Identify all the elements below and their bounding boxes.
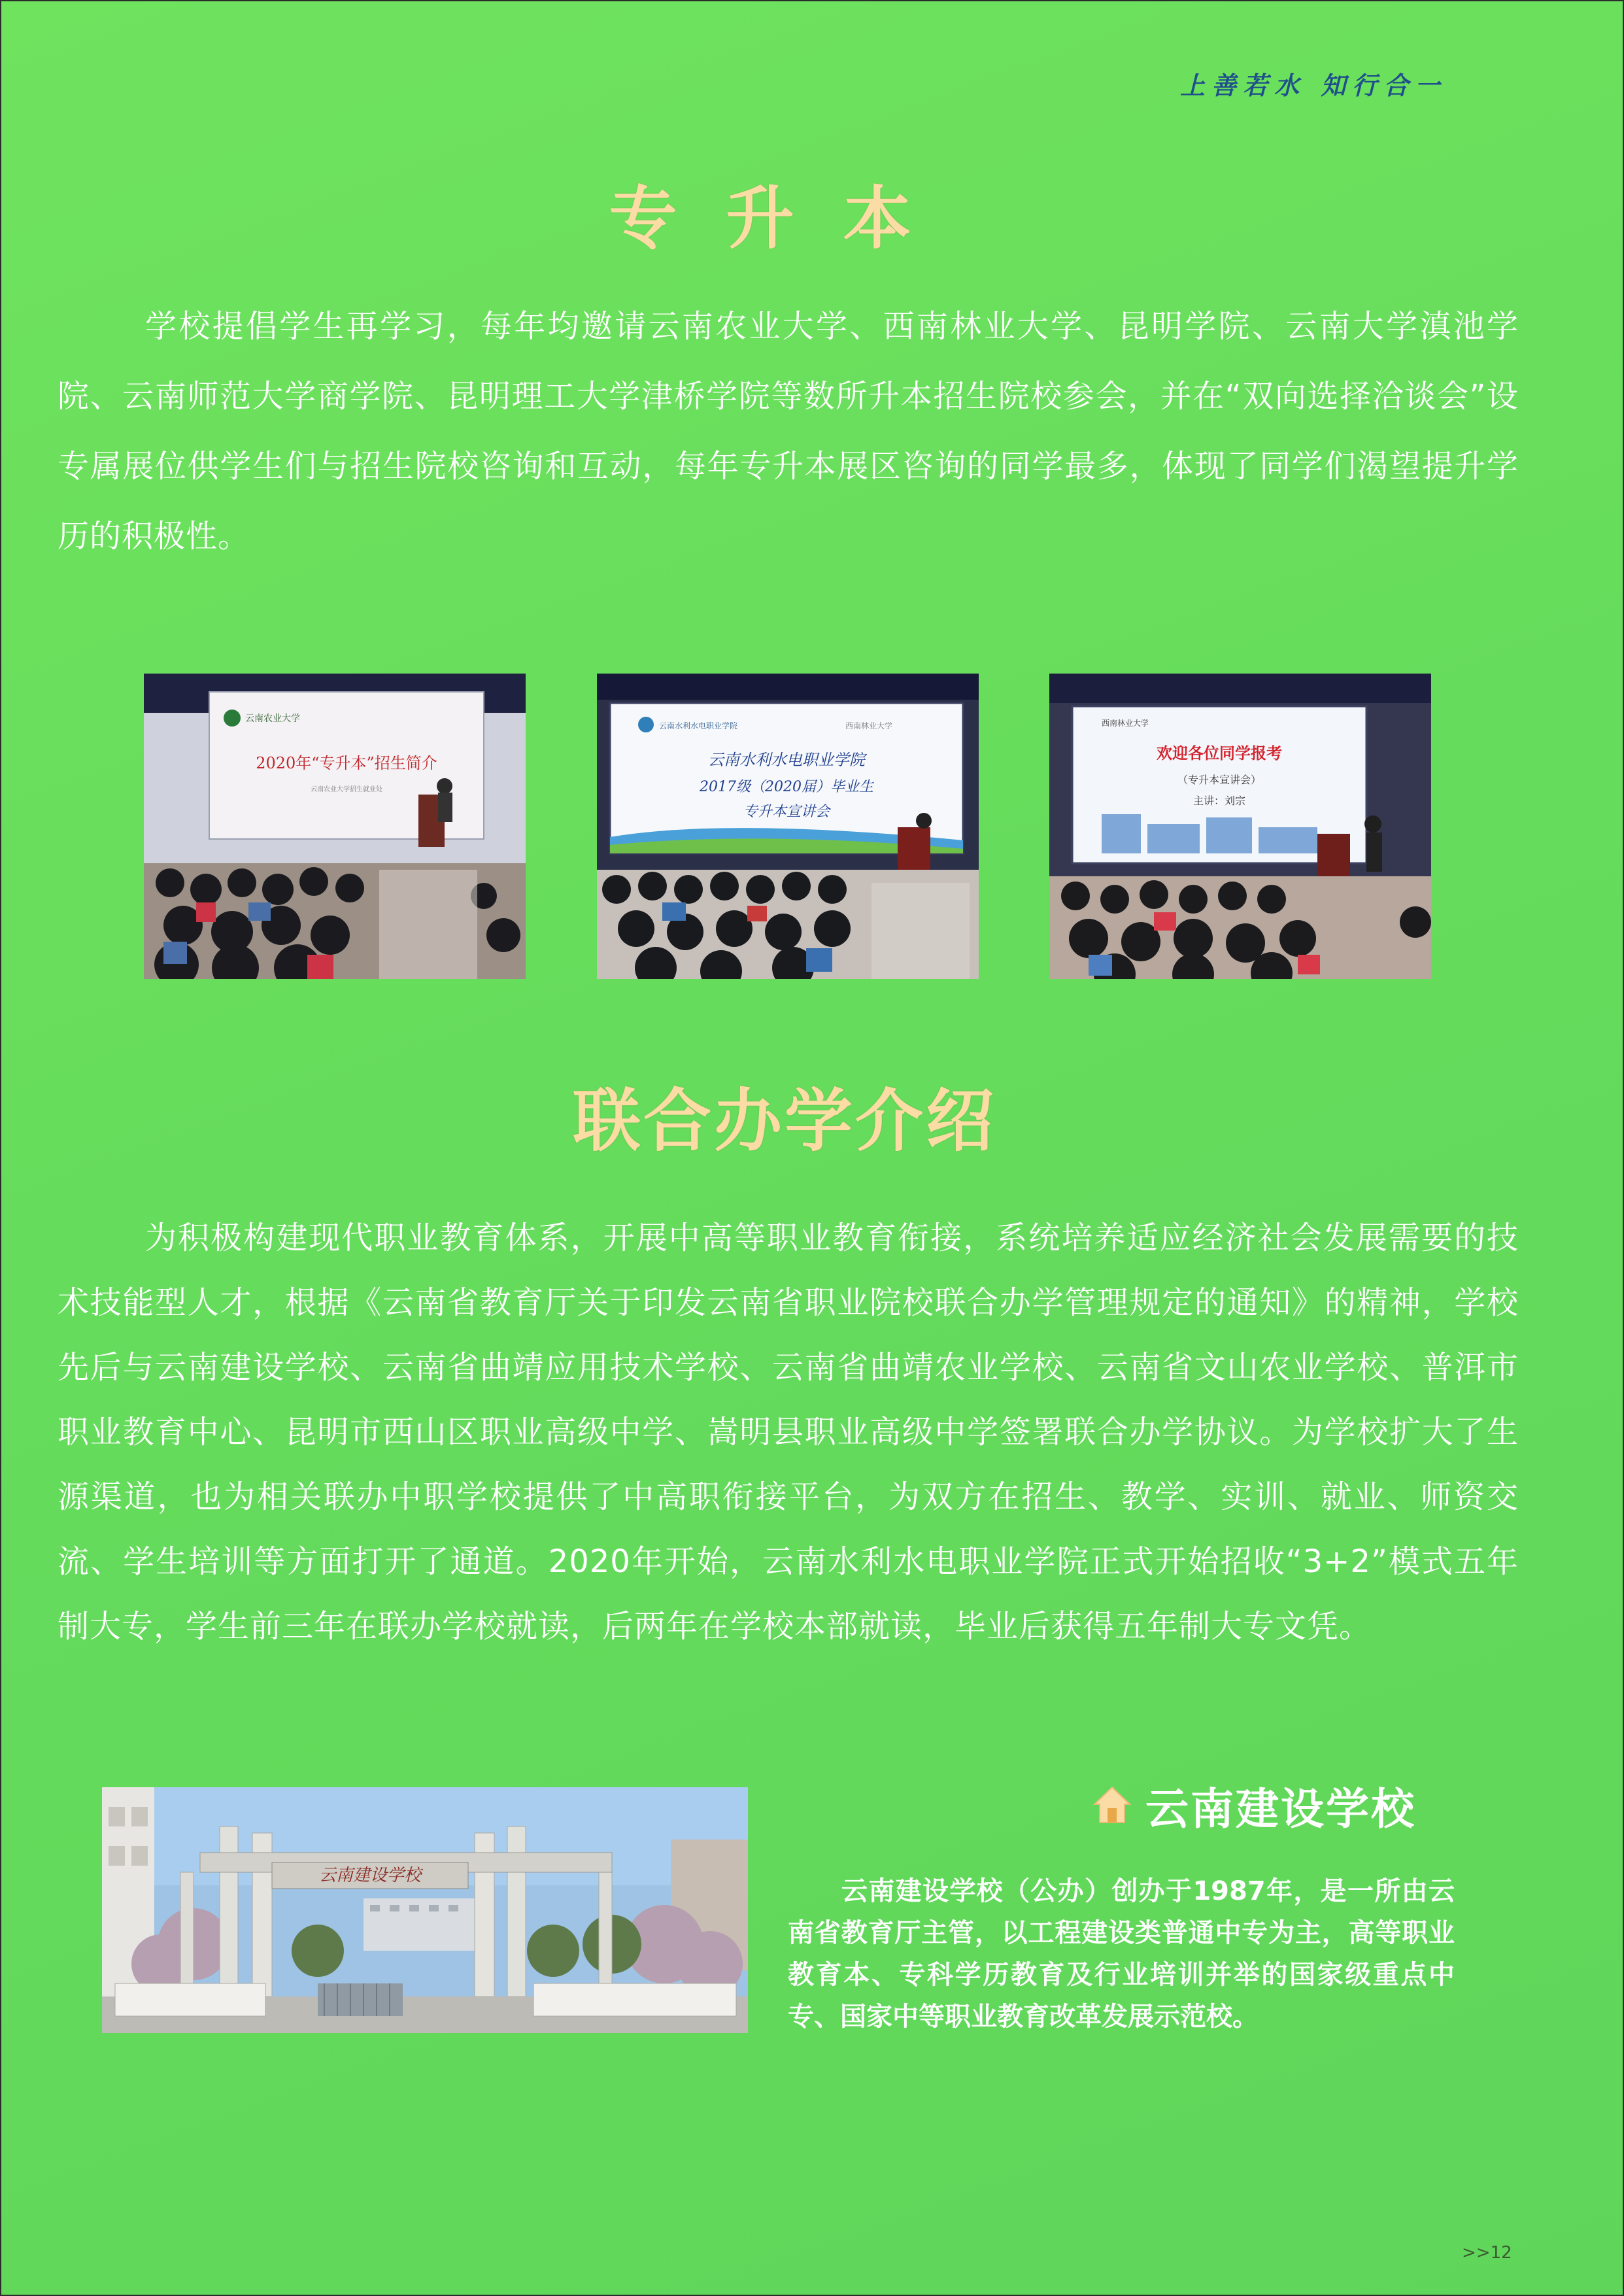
photo2-subtext: 西南林业大学 <box>845 721 893 730</box>
lecture-photo-3 <box>1049 674 1431 979</box>
photo2-screen-line-2: 2017级（2020届）毕业生 <box>700 779 873 795</box>
school-name: 云南建设学校 <box>1145 1783 1416 1834</box>
photo2-screen-line-1: 云南水利水电职业学院 <box>708 751 865 769</box>
photo3-logo-text: 西南林业大学 <box>1102 719 1149 728</box>
photo2-screen-line-3: 专升本宣讲会 <box>743 804 830 820</box>
school-heading <box>1092 1775 1416 1834</box>
photo1-logo-text: 云南农业大学 <box>245 713 300 724</box>
photo1-screen-line-1: 2020年“专升本”招生简介 <box>256 754 437 772</box>
photo1-screen-subtext: 云南农业大学招生就业处 <box>311 786 382 793</box>
motto: 上善若水 知行合一 <box>1180 71 1447 100</box>
page-number: >>12 <box>1462 2243 1512 2263</box>
joint-education-paragraph: 为积极构建现代职业教育体系，开展中高等职业教育衔接，系统培养适应经济社会发展需要的技术技能型人才，根据《云南省教育厅关于印发云南省职业院校联合办学管理规定的通知》的精神，学校先后与云南建设学校、云南省曲靖应用技术学校、云南省曲靖农业学校、云南省文山农业学校、普洱市职业教育中心、昆明市西山区职业高级中学、嵩明县职业高级中学签署联合办学协议。为学校扩大了生源渠道，也为相关联办中职学校提供了中高职衔接平台，为双方在招生、教学、实训、就业、师资交流、学生培训等方面打开了通道。2020年开始，云南水利水电职业学院正式开始招收“3+2”模式五年制大专，学生前三年在联办学校就读，后两年在学校本部就读，毕业后获得五年制大专文凭。 <box>58 1220 1519 1645</box>
lecture-photo-1 <box>144 674 526 979</box>
photo3-screen-line-2: （专升本宣讲会） <box>1177 774 1262 786</box>
photo3-screen-line-1: 欢迎各位同学报考 <box>1157 744 1282 762</box>
section-title-joint-education: 联合办学介绍 <box>572 1081 996 1161</box>
lecture-photo-2 <box>597 674 979 979</box>
house-icon <box>1092 1785 1132 1825</box>
gate-sign-text: 云南建设学校 <box>318 1866 422 1885</box>
school-description: 云南建设学校（公办）创办于1987年，是一所由云南省教育厅主管，以工程建设类普通中专为主，高等职业教育本、专科学历教育及行业培训并举的国家级重点中专、国家中等职业教育改革发展示范校。 <box>788 1876 1455 2032</box>
photo3-screen-line-3: 主讲：刘宗 <box>1193 795 1246 807</box>
upgrade-paragraph: 学校提倡学生再学习，每年均邀请云南农业大学、西南林业大学、昆明学院、云南大学滇池学院、云南师范大学商学院、昆明理工大学津桥学院等数所升本招生院校参会，并在“双向选择洽谈会”设专属展位供学生们与招生院校咨询和互动，每年专升本展区咨询的同学最多，体现了同学们渴望提升学历的积极性。 <box>58 308 1519 555</box>
section-title-upgrade: 专升本 <box>609 179 960 258</box>
school-gate-photo <box>102 1787 748 2033</box>
photo2-logo-text: 云南水利水电职业学院 <box>659 721 738 730</box>
